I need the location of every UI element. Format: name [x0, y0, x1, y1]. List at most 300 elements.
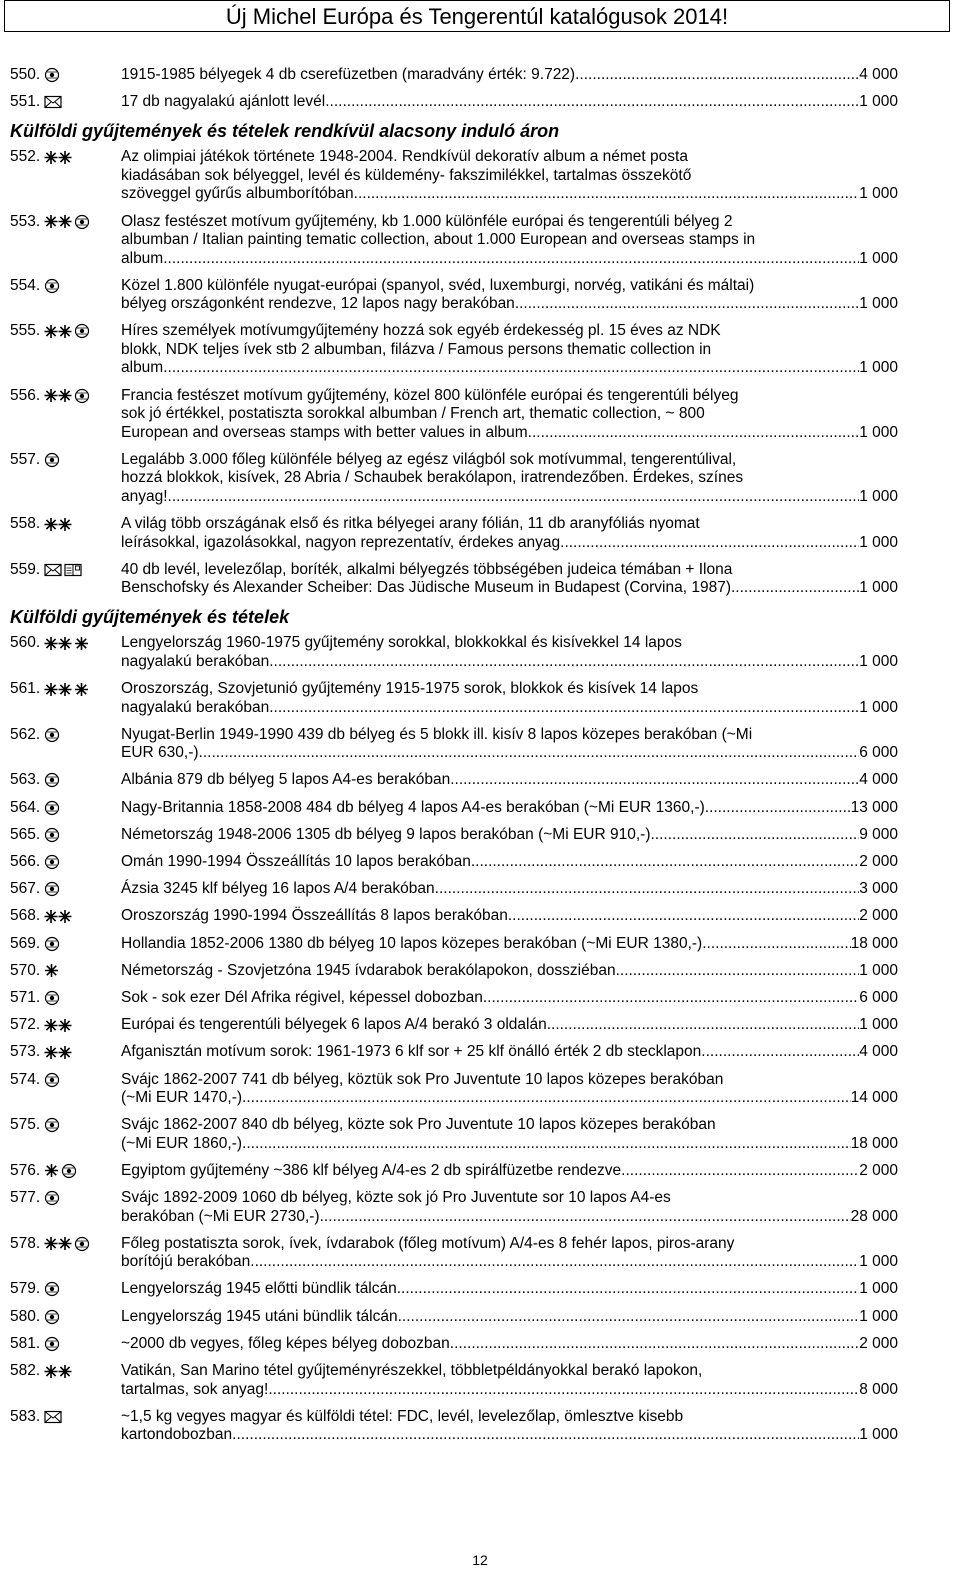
lot-description	[121, 322, 898, 378]
double-star-icon	[44, 388, 72, 403]
lot-description	[121, 66, 898, 85]
postmark-icon	[44, 800, 60, 816]
description-line: sok jó értékkel, postatiszta sorokkal albumban / French art, thematic collection, ~ 800	[121, 405, 705, 423]
lot-condition-icons	[44, 1189, 114, 1207]
lot-condition-icons	[44, 726, 114, 744]
postmark-icon	[44, 727, 60, 743]
description-last-line	[121, 1016, 898, 1035]
dot-leader	[560, 534, 859, 553]
starting-price: 2 000	[859, 907, 898, 925]
dot-leader	[483, 989, 859, 1008]
lot-description	[121, 1235, 898, 1272]
double-star-icon	[44, 324, 72, 339]
dot-leader	[450, 1335, 859, 1354]
lot-condition-icons	[44, 451, 114, 469]
lot-description	[121, 387, 898, 443]
description-line: Svájc 1862-2007 840 db bélyeg, közte sok Pro Juventute 10 lapos közepes berakóban	[121, 1116, 716, 1134]
description-line: Albánia 879 db bélyeg 5 lapos A4-es berakóban	[121, 771, 451, 789]
lot-condition-icons	[44, 66, 114, 84]
description-line: A világ több országának első és ritka bélyegei arany fólián, 11 db aranyfóliás nyomat	[121, 515, 700, 532]
lot-condition-icons	[44, 935, 114, 953]
lot-condition-icons	[44, 322, 114, 340]
dot-leader	[731, 579, 859, 598]
lot-number: 583.	[10, 1407, 41, 1425]
description-line: Omán 1990-1994 Összeállítás 10 lapos berakóban	[121, 853, 471, 870]
lot-number: 564.	[10, 798, 41, 816]
starting-price: 8 000	[859, 1380, 898, 1398]
starting-price: 1 000	[859, 423, 898, 441]
dot-leader	[269, 699, 859, 718]
lot-entry	[10, 515, 898, 552]
lot-entry	[10, 93, 898, 112]
starting-price: 1 000	[859, 579, 898, 597]
description-line: Lengyelország 1945 utáni bündlik tálcán	[121, 1307, 398, 1325]
postmark-icon	[74, 388, 90, 404]
lot-number: 557.	[10, 450, 41, 468]
description-last-line	[121, 1426, 898, 1445]
lot-number: 561.	[10, 680, 41, 698]
lot-description	[121, 1362, 898, 1399]
dot-leader	[232, 1426, 859, 1445]
description-line: 1915-1985 bélyegek 4 db cserefüzetben (maradvány érték: 9.722)	[121, 66, 576, 83]
lot-condition-icons	[44, 148, 114, 166]
lot-condition-icons	[44, 515, 114, 533]
dot-leader	[358, 185, 859, 204]
description-line: Nyugat-Berlin 1949-1990 439 db bélyeg és 5 blokk ill. kisív 8 lapos közepes berakóban (~Mi	[121, 725, 753, 743]
description-line: Afganisztán motívum sorok: 1961-1973 6 klf sor + 25 klf önálló érték 2 db stecklapon	[121, 1043, 702, 1061]
lot-description	[121, 1162, 898, 1181]
lot-description	[121, 148, 898, 204]
lot-condition-icons	[44, 1235, 114, 1253]
lot-entry	[10, 853, 898, 872]
description-last-line	[121, 826, 898, 845]
dot-leader	[397, 1280, 859, 1299]
starting-price: 1 000	[859, 1016, 898, 1034]
starting-price: 1 000	[859, 295, 898, 313]
description-last-line	[121, 579, 898, 598]
lot-number: 550.	[10, 66, 41, 83]
lot-condition-icons	[44, 1408, 114, 1426]
lot-entry	[10, 1280, 898, 1299]
dot-leader	[702, 935, 850, 954]
description-line: Ázsia 3245 klf bélyeg 16 lapos A/4 berakóban	[121, 880, 435, 898]
lot-description	[121, 451, 898, 507]
dot-leader	[242, 1089, 851, 1108]
description-line: Lengyelország 1945 előtti bündlik tálcán	[121, 1280, 397, 1298]
starting-price: 9 000	[859, 825, 898, 843]
page-number: 12	[472, 1552, 488, 1568]
lot-entry	[10, 1235, 898, 1272]
lot-number: 580.	[10, 1307, 41, 1325]
lot-entry	[10, 561, 898, 598]
postcard-icon	[64, 563, 82, 577]
description-last-line	[121, 1135, 898, 1154]
postmark-icon	[44, 1336, 60, 1352]
description-line: kartondobozban	[121, 1426, 233, 1444]
lot-entry	[10, 1016, 898, 1035]
lot-entry	[10, 1116, 898, 1153]
lot-number: 577.	[10, 1189, 41, 1207]
description-last-line	[121, 1089, 898, 1108]
lot-entry	[10, 213, 898, 269]
starting-price: 18 000	[850, 934, 898, 952]
dot-leader	[471, 853, 859, 872]
lot-description	[121, 1071, 898, 1108]
double-star-icon	[44, 909, 72, 924]
lot-entry	[10, 634, 898, 671]
dot-leader	[199, 744, 860, 763]
description-last-line	[121, 1208, 898, 1227]
description-line: Hollandia 1852-2006 1380 db bélyeg 10 lapos közepes berakóban (~Mi EUR 1380,-)	[121, 934, 703, 952]
lot-entry	[10, 1071, 898, 1108]
lot-condition-icons	[44, 634, 114, 652]
description-last-line	[121, 1162, 898, 1181]
lot-description	[121, 853, 898, 872]
lot-number: 558.	[10, 515, 41, 532]
lot-number: 574.	[10, 1070, 41, 1088]
lot-entry	[10, 962, 898, 981]
lot-number: 579.	[10, 1280, 41, 1298]
lot-condition-icons	[44, 880, 114, 898]
description-line: Egyiptom gyűjtemény ~386 klf bélyeg A/4-es 2 db spirálfüzetbe rendezve	[121, 1161, 622, 1179]
dot-leader	[268, 1381, 859, 1400]
lot-condition-icons	[44, 826, 114, 844]
description-last-line	[121, 359, 898, 378]
dot-leader	[250, 1253, 859, 1272]
lot-condition-icons	[44, 962, 114, 980]
dot-leader	[325, 93, 859, 112]
postmark-icon	[44, 278, 60, 294]
lot-number: 576.	[10, 1161, 41, 1179]
lot-number: 575.	[10, 1116, 41, 1134]
lot-condition-icons	[44, 213, 114, 231]
lot-entry	[10, 387, 898, 443]
postmark-icon	[44, 452, 60, 468]
starting-price: 3 000	[859, 880, 898, 898]
lot-condition-icons	[44, 1016, 114, 1034]
description-line: Németország - Szovjetzóna 1945 ívdarabok berakólapokon, dossziéban	[121, 961, 616, 979]
starting-price: 13 000	[850, 798, 898, 816]
starting-price: 1 000	[859, 698, 898, 716]
double-star-icon	[44, 517, 72, 532]
lot-entry	[10, 66, 898, 85]
starting-price: 1 000	[859, 961, 898, 979]
postmark-icon	[44, 772, 60, 788]
lot-entry	[10, 826, 898, 845]
lot-entry	[10, 1043, 898, 1062]
starting-price: 1 000	[859, 1280, 898, 1298]
lot-entry	[10, 907, 898, 926]
description-line: European and overseas stamps with better values in album.	[121, 423, 532, 441]
description-line: nagyalakú berakóban	[121, 698, 270, 716]
double-star-icon	[44, 214, 72, 229]
description-line: szöveggel gyűrűs albumborítóban.	[121, 185, 358, 203]
page-title: Új Michel Európa és Tengerentúl katalógusok 2014!	[4, 0, 950, 32]
double-star-icon	[44, 636, 72, 651]
description-last-line	[121, 744, 898, 763]
description-last-line	[121, 653, 898, 672]
dot-leader	[515, 295, 859, 314]
description-line: Lengyelország 1960-1975 gyűjtemény sorokkal, blokkokkal és kisívekkel 14 lapos	[121, 634, 682, 652]
description-line: Az olimpiai játékok története 1948-2004. Rendkívül dekoratív album a német posta	[121, 148, 688, 166]
lot-number: 551.	[10, 93, 41, 111]
lot-description	[121, 726, 898, 763]
envelope-icon	[44, 95, 62, 109]
lot-entry	[10, 1335, 898, 1354]
description-line: kiadásában sok bélyeggel, levél és küldemény- fakszimilékkel, tartalmas összekötő	[121, 166, 692, 184]
double-star-icon	[44, 1018, 72, 1033]
postmark-icon	[44, 1281, 60, 1297]
star-icon	[44, 1163, 59, 1178]
starting-price: 1 000	[859, 533, 898, 551]
starting-price: 2 000	[859, 853, 898, 870]
double-star-icon	[44, 1236, 72, 1251]
description-line: Sok - sok ezer Dél Afrika régivel, képessel dobozban	[121, 988, 483, 1006]
description-line: 40 db levél, levelezőlap, boríték, alkalmi bélyegzés többségében judeica témában + Ilona	[121, 560, 733, 578]
star-icon	[74, 682, 89, 697]
envelope-icon	[44, 563, 62, 577]
dot-leader	[450, 771, 859, 790]
section-heading: Külföldi gyűjtemények és tételek	[10, 607, 290, 628]
description-last-line	[121, 1253, 898, 1272]
dot-leader	[575, 66, 859, 85]
lot-description	[121, 1116, 898, 1153]
description-last-line	[121, 771, 898, 790]
lot-condition-icons	[44, 277, 114, 295]
postmark-icon	[44, 1190, 60, 1206]
description-last-line	[121, 66, 898, 85]
description-line: Közel 1.800 különféle nyugat-európai (spanyol, svéd, luxemburgi, norvég, vatikáni és máltai)	[121, 276, 755, 294]
description-last-line	[121, 1335, 898, 1354]
description-line: Olasz festészet motívum gyűjtemény, kb 1.000 különféle európai és tengerentúli bélyeg 2	[121, 212, 733, 230]
description-line: Híres személyek motívumgyűjtemény hozzá sok egyéb érdekesség pl. 15 éves az NDK	[121, 322, 721, 340]
double-star-icon	[44, 150, 72, 165]
description-line: Svájc 1862-2007 741 db bélyeg, köztük sok Pro Juventute 10 lapos közepes berakóban	[121, 1070, 724, 1088]
starting-price: 1 000	[859, 487, 898, 505]
starting-price: 4 000	[859, 66, 898, 83]
description-line: ~2000 db vegyes, főleg képes bélyeg dobozban	[121, 1334, 450, 1352]
description-last-line	[121, 93, 898, 112]
lot-entry	[10, 680, 898, 717]
lot-number: 565.	[10, 825, 41, 843]
dot-leader	[163, 359, 859, 378]
lot-entry	[10, 451, 898, 507]
description-line: (~Mi EUR 1860,-)	[121, 1134, 243, 1152]
postmark-icon	[44, 1309, 60, 1325]
lot-entry	[10, 935, 898, 954]
starting-price: 18 000	[850, 1134, 898, 1152]
description-line: blokk, NDK teljes ívek stb 2 albumban, filázva / Famous persons thematic collection in	[121, 340, 712, 358]
description-line: EUR 630,-)	[121, 744, 199, 762]
description-last-line	[121, 185, 898, 204]
lot-number: 578.	[10, 1234, 41, 1252]
lot-entry	[10, 726, 898, 763]
description-line: Európai és tengerentúli bélyegek 6 lapos A/4 berakó 3 oldalán	[121, 1016, 547, 1034]
dot-leader	[269, 653, 859, 672]
description-line: berakóban (~Mi EUR 2730,-)	[121, 1207, 320, 1225]
lot-entry	[10, 148, 898, 204]
lot-number: 552.	[10, 148, 41, 166]
postmark-icon	[74, 1236, 90, 1252]
lot-condition-icons	[44, 853, 114, 871]
lot-number: 553.	[10, 212, 41, 230]
description-line: Oroszország, Szovjetunió gyűjtemény 1915-1975 sorok, blokkok és kisívek 14 lapos	[121, 680, 699, 698]
description-last-line	[121, 853, 898, 872]
lot-condition-icons	[44, 1043, 114, 1061]
lot-condition-icons	[44, 1308, 114, 1326]
lot-number: 559.	[10, 560, 41, 578]
postmark-icon	[44, 881, 60, 897]
starting-price: 1 000	[859, 185, 898, 203]
lot-condition-icons	[44, 93, 114, 111]
double-star-icon	[44, 1045, 72, 1060]
starting-price: 6 000	[859, 744, 898, 762]
dot-leader	[163, 250, 859, 269]
lot-condition-icons	[44, 1116, 114, 1134]
lot-condition-icons	[44, 561, 114, 579]
lot-list	[10, 66, 898, 1453]
lot-condition-icons	[44, 989, 114, 1007]
lot-description	[121, 1308, 898, 1327]
description-line: Svájc 1892-2009 1060 db bélyeg, közte sok jó Pro Juventute sor 10 lapos A4-es	[121, 1189, 671, 1207]
description-last-line	[121, 962, 898, 981]
starting-price: 1 000	[859, 1426, 898, 1444]
description-line: ~1,5 kg vegyes magyar és külföldi tétel: FDC, levél, levelezőlap, ömlesztve kisebb	[121, 1407, 684, 1425]
lot-number: 560.	[10, 634, 41, 652]
lot-entry	[10, 322, 898, 378]
lot-entry	[10, 1362, 898, 1399]
description-line: Francia festészet motívum gyűjtemény, közel 800 különféle európai és tengerentúli bélyeg	[121, 386, 739, 404]
lot-description	[121, 1043, 898, 1062]
postmark-icon	[44, 1072, 60, 1088]
starting-price: 28 000	[850, 1207, 898, 1225]
description-line: hozzá blokkok, kisívek, 28 Abria / Schaubek berakólapon, iratrendezőben. Érdekes, színes	[121, 469, 744, 487]
description-line: Németország 1948-2006 1305 db bélyeg 9 lapos berakóban (~Mi EUR 910,-)	[121, 825, 651, 843]
lot-entry	[10, 880, 898, 899]
lot-description	[121, 213, 898, 269]
lot-condition-icons	[44, 1280, 114, 1298]
description-last-line	[121, 935, 898, 954]
dot-leader	[616, 962, 860, 981]
lot-entry	[10, 277, 898, 314]
lot-number: 571.	[10, 988, 41, 1006]
lot-description	[121, 561, 898, 598]
lot-number: 569.	[10, 934, 41, 952]
lot-description	[121, 1280, 898, 1299]
lot-entry	[10, 1162, 898, 1181]
lot-entry	[10, 1408, 898, 1445]
dot-leader	[320, 1208, 851, 1227]
lot-number: 563.	[10, 771, 41, 789]
star-icon	[44, 963, 59, 978]
dot-leader	[621, 1162, 859, 1181]
lot-condition-icons	[44, 1071, 114, 1089]
description-line: Oroszország 1990-1994 Összeállítás 8 lapos berakóban	[121, 907, 508, 925]
description-line: anyag!	[121, 487, 168, 505]
dot-leader	[168, 488, 860, 507]
lot-number: 570.	[10, 961, 41, 979]
description-last-line	[121, 488, 898, 507]
lot-description	[121, 634, 898, 671]
description-line: 17 db nagyalakú ajánlott levél	[121, 93, 326, 111]
lot-number: 572.	[10, 1016, 41, 1034]
description-line: Vatikán, San Marino tétel gyűjteményrészekkel, többletpéldányokkal berakó lapokon,	[121, 1362, 703, 1379]
lot-number: 582.	[10, 1362, 41, 1379]
description-last-line	[121, 250, 898, 269]
postmark-icon	[74, 323, 90, 339]
starting-price: 1 000	[859, 249, 898, 267]
lot-entry	[10, 1308, 898, 1327]
description-line: album	[121, 249, 164, 267]
starting-price: 4 000	[859, 771, 898, 789]
lot-condition-icons	[44, 799, 114, 817]
lot-description	[121, 680, 898, 717]
description-line: Legalább 3.000 főleg különféle bélyeg az egész világból sok motívummal, tengerentúlival,	[121, 450, 737, 468]
lot-description	[121, 880, 898, 899]
lot-number: 573.	[10, 1043, 41, 1061]
starting-price: 2 000	[859, 1161, 898, 1179]
postmark-icon	[44, 67, 60, 83]
description-last-line	[121, 424, 898, 443]
lot-entry	[10, 799, 898, 818]
lot-description	[121, 1408, 898, 1445]
lot-description	[121, 515, 898, 552]
double-star-icon	[44, 1364, 72, 1379]
lot-number: 562.	[10, 725, 41, 743]
description-last-line	[121, 1280, 898, 1299]
description-last-line	[121, 699, 898, 718]
dot-leader	[532, 424, 859, 443]
lot-number: 556.	[10, 386, 41, 404]
starting-price: 1 000	[859, 1307, 898, 1325]
description-last-line	[121, 907, 898, 926]
starting-price: 1 000	[859, 359, 898, 377]
envelope-icon	[44, 1410, 62, 1424]
lot-number: 554.	[10, 276, 41, 294]
description-line: Benschofsky és Alexander Scheiber: Das Jüdische Museum in Budapest (Corvina, 1987)	[121, 579, 731, 597]
postmark-icon	[44, 936, 60, 952]
starting-price: 1 000	[859, 1253, 898, 1271]
starting-price: 1 000	[859, 652, 898, 670]
lot-number: 566.	[10, 853, 41, 870]
description-line: album	[121, 359, 164, 377]
postmark-icon	[44, 827, 60, 843]
description-last-line	[121, 295, 898, 314]
description-last-line	[121, 1308, 898, 1327]
dot-leader	[547, 1016, 860, 1035]
lot-description	[121, 826, 898, 845]
dot-leader	[435, 880, 860, 899]
dot-leader	[242, 1135, 851, 1154]
lot-entry	[10, 1189, 898, 1226]
dot-leader	[508, 907, 859, 926]
postmark-icon	[44, 1117, 60, 1133]
lot-condition-icons	[44, 907, 114, 925]
lot-description	[121, 771, 898, 790]
lot-entry	[10, 989, 898, 1008]
description-line: Nagy-Britannia 1858-2008 484 db bélyeg 4 lapos A4-es berakóban (~Mi EUR 1360,-)	[121, 798, 705, 816]
postmark-icon	[74, 214, 90, 230]
description-line: Főleg postatiszta sorok, ívek, ívdarabok (főleg motívum) A/4-es 8 fehér lapos, piros-arany	[121, 1234, 735, 1252]
postmark-icon	[44, 854, 60, 870]
lot-number: 581.	[10, 1334, 41, 1352]
lot-condition-icons	[44, 680, 114, 698]
dot-leader	[650, 826, 859, 845]
double-star-icon	[44, 682, 72, 697]
starting-price: 1 000	[859, 93, 898, 111]
starting-price: 4 000	[859, 1043, 898, 1061]
starting-price: 6 000	[859, 988, 898, 1006]
